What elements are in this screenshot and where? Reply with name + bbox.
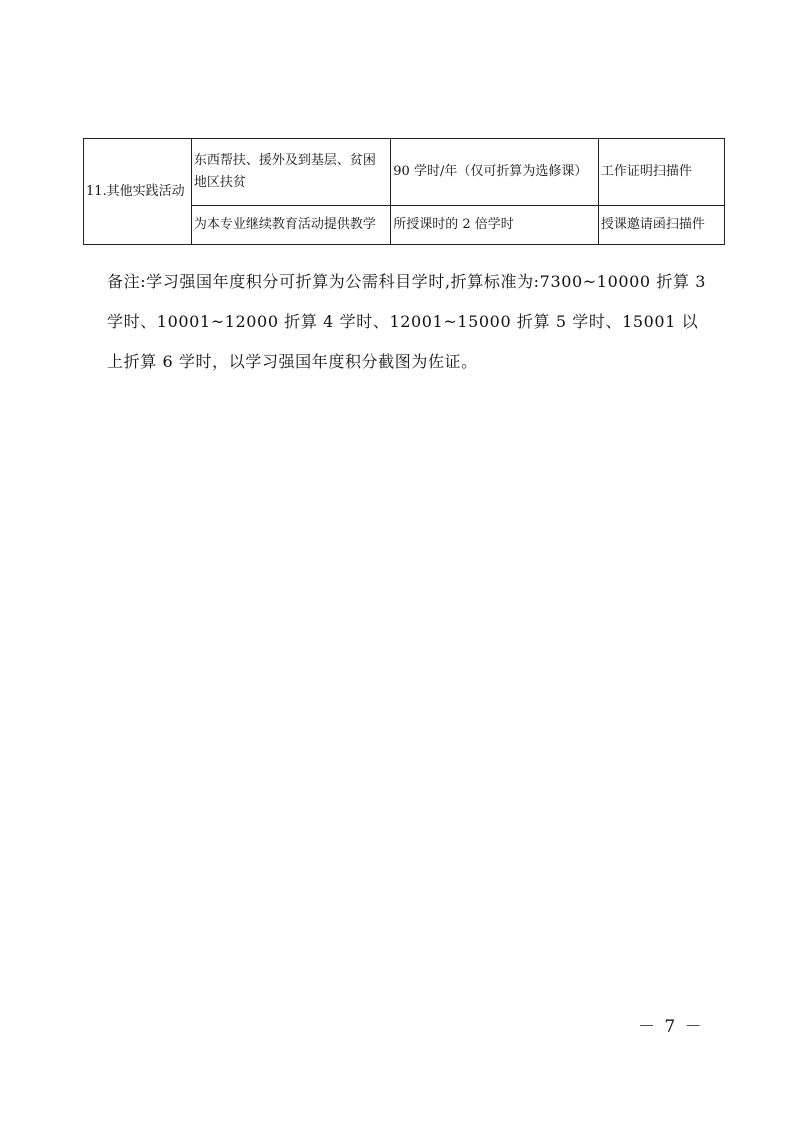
hours-cell: 90 学时/年（仅可折算为选修课）: [391, 139, 599, 206]
activity-table: [83, 138, 725, 245]
proof-cell: 授课邀请函扫描件: [598, 206, 724, 245]
activity-table-container: [83, 138, 725, 245]
remark-note: 备注:学习强国年度积分可折算为公需科目学时,折算标准为:7300~10000 折算 3 学时、10001~12000 折算 4 学时、12001~15000 折算 5 学时、15001 以上折算 6 学时，以学习强国年度积分截图为佐证。: [107, 272, 707, 371]
category-cell: 11.其他实践活动: [84, 139, 192, 245]
activity-cell: 东西帮扶、援外及到基层、贫困地区扶贫: [191, 139, 390, 206]
page-number: － 7 －: [638, 1017, 704, 1037]
proof-cell: 工作证明扫描件: [598, 139, 724, 206]
activity-cell: 为本专业继续教育活动提供教学: [191, 206, 390, 245]
hours-cell: 所授课时的 2 倍学时: [391, 206, 599, 245]
table-row: [84, 139, 725, 206]
